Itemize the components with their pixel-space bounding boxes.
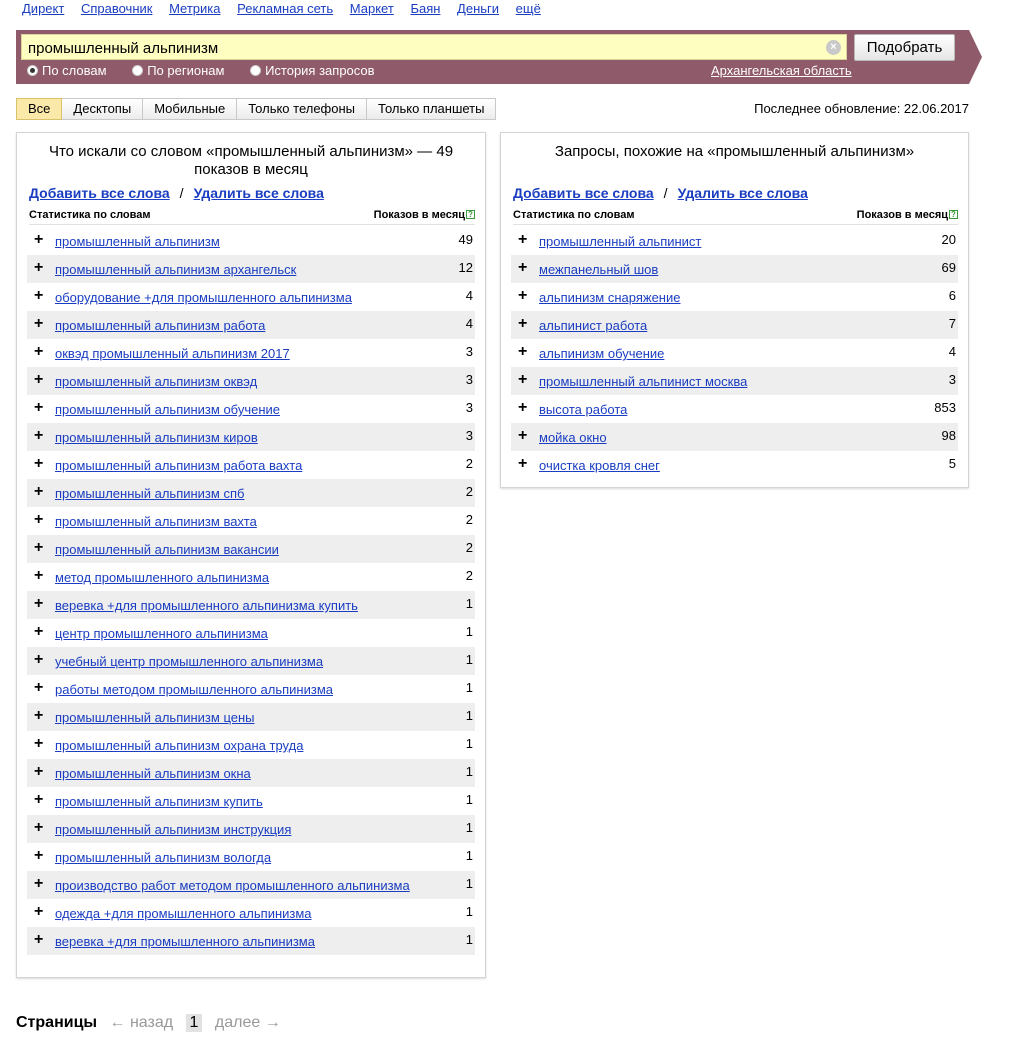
stat-header <box>513 209 958 225</box>
add-all-words-link[interactable]: Добавить все слова <box>29 185 170 201</box>
left-rows <box>27 227 475 955</box>
phrase-link[interactable]: высота работа <box>539 402 628 417</box>
phrase-link[interactable]: оквэд промышленный альпинизм 2017 <box>55 346 290 361</box>
panel-title: Запросы, похожие на «промышленный альпинизм» <box>554 143 915 160</box>
panel-actions <box>513 185 808 201</box>
add-phrase-icon[interactable]: + <box>518 343 528 360</box>
nav-link-handbook[interactable]: Справочник <box>80 1 153 16</box>
table-row <box>27 871 475 899</box>
pagination <box>16 1014 281 1038</box>
table-row <box>511 395 958 423</box>
submit-button[interactable]: Подобрать <box>854 34 955 61</box>
phrase-link[interactable]: очистка кровля снег <box>539 458 660 473</box>
shows-count: 3 <box>465 372 473 387</box>
phrase-link[interactable]: производство работ методом промышленного альпинизма <box>55 878 410 893</box>
add-phrase-icon[interactable]: + <box>518 287 528 304</box>
next-page: далее → <box>214 1014 281 1031</box>
phrase-link[interactable]: одежда +для промышленного альпинизма <box>55 906 312 921</box>
clear-icon[interactable]: × <box>826 40 841 55</box>
phrase-link[interactable]: промышленный альпинист москва <box>539 374 748 389</box>
radio-dot-icon <box>132 65 143 76</box>
pagination-label: Страницы <box>16 1014 98 1031</box>
add-phrase-icon[interactable]: + <box>34 819 44 836</box>
nav-link-ad-network[interactable]: Рекламная сеть <box>237 1 334 16</box>
tab-desktops[interactable]: Десктопы <box>62 98 143 120</box>
phrase-link[interactable]: промышленный альпинизм работа <box>55 318 266 333</box>
phrase-link[interactable]: промышленный альпинист <box>539 234 702 249</box>
table-row <box>27 563 475 591</box>
phrase-link[interactable]: веревка +для промышленного альпинизма <box>55 934 315 949</box>
shows-count: 1 <box>465 792 473 807</box>
shows-count: 1 <box>465 596 473 611</box>
add-phrase-icon[interactable]: + <box>518 455 528 472</box>
table-row <box>27 591 475 619</box>
table-row <box>27 423 475 451</box>
shows-count: 1 <box>465 624 473 639</box>
table-row <box>27 703 475 731</box>
col-words-label: Статистика по словам <box>29 209 151 221</box>
phrase-link[interactable]: оборудование +для промышленного альпинизма <box>55 290 352 305</box>
table-row <box>27 843 475 871</box>
separator: / <box>179 185 184 201</box>
table-row <box>27 759 475 787</box>
help-icon[interactable]: ? <box>949 210 958 219</box>
shows-count: 2 <box>465 512 473 527</box>
shows-count: 20 <box>941 232 956 247</box>
add-phrase-icon[interactable]: + <box>34 931 44 948</box>
add-phrase-icon[interactable]: + <box>34 707 44 724</box>
add-phrase-icon[interactable]: + <box>34 595 44 612</box>
table-row <box>511 451 958 479</box>
add-phrase-icon[interactable]: + <box>34 763 44 780</box>
shows-count: 1 <box>465 736 473 751</box>
phrase-link[interactable]: промышленный альпинизм инструкция <box>55 822 292 837</box>
table-row <box>27 479 475 507</box>
shows-count: 2 <box>465 456 473 471</box>
table-row <box>27 927 475 955</box>
add-phrase-icon[interactable]: + <box>34 679 44 696</box>
shows-count: 1 <box>465 848 473 863</box>
add-phrase-icon[interactable]: + <box>34 371 44 388</box>
nav-link-metrika[interactable]: Метрика <box>169 1 221 16</box>
table-row <box>27 899 475 927</box>
add-phrase-icon[interactable]: + <box>34 651 44 668</box>
nav-link-direct[interactable]: Директ <box>22 1 65 16</box>
table-row <box>511 255 958 283</box>
shows-count: 1 <box>465 680 473 695</box>
panel-searched-with-word <box>16 132 486 978</box>
col-words-label: Статистика по словам <box>513 209 635 221</box>
table-row <box>511 367 958 395</box>
table-row <box>27 675 475 703</box>
phrase-link[interactable]: промышленный альпинизм вакансии <box>55 542 279 557</box>
shows-count: 2 <box>465 484 473 499</box>
shows-count: 3 <box>948 372 956 387</box>
phrase-link[interactable]: межпанельный шов <box>539 262 659 277</box>
phrase-link[interactable]: мойка окно <box>539 430 607 445</box>
phrase-link[interactable]: работы методом промышленного альпинизма <box>55 682 333 697</box>
phrase-link[interactable]: альпинизм снаряжение <box>539 290 681 305</box>
table-row <box>27 619 475 647</box>
add-phrase-icon[interactable]: + <box>518 231 528 248</box>
phrase-link[interactable]: промышленный альпинизм охрана труда <box>55 738 304 753</box>
right-rows <box>511 227 958 479</box>
add-phrase-icon[interactable]: + <box>34 427 44 444</box>
radio-label: История запросов <box>265 63 375 78</box>
phrase-link[interactable]: промышленный альпинизм <box>55 234 220 249</box>
add-phrase-icon[interactable]: + <box>34 287 44 304</box>
shows-count: 3 <box>465 400 473 415</box>
device-tabs <box>16 98 496 120</box>
phrase-link[interactable]: учебный центр промышленного альпинизма <box>55 654 324 669</box>
radio-query-history[interactable] <box>250 63 375 78</box>
add-phrase-icon[interactable]: + <box>34 343 44 360</box>
add-phrase-icon[interactable]: + <box>518 315 528 332</box>
top-nav <box>22 1 554 19</box>
phrase-link[interactable]: промышленный альпинизм работа вахта <box>55 458 303 473</box>
phrase-link[interactable]: промышленный альпинизм киров <box>55 430 258 445</box>
shows-count: 49 <box>458 232 473 247</box>
table-row <box>27 311 475 339</box>
shows-count: 7 <box>948 316 956 331</box>
phrase-link[interactable]: центр промышленного альпинизма <box>55 626 268 641</box>
add-phrase-icon[interactable]: + <box>34 847 44 864</box>
table-row <box>27 283 475 311</box>
shows-count: 98 <box>941 428 956 443</box>
panel-title: Что искали со словом «промышленный альпинизм» — 49 показов в месяц <box>48 143 454 178</box>
add-phrase-icon[interactable]: + <box>518 259 528 276</box>
phrase-link[interactable]: метод промышленного альпинизма <box>55 570 270 585</box>
col-shows-label: Показов в месяц <box>373 209 465 221</box>
prev-page: ← назад <box>109 1014 174 1031</box>
table-row <box>27 507 475 535</box>
add-phrase-icon[interactable]: + <box>34 231 44 248</box>
table-row <box>511 311 958 339</box>
nav-link-more[interactable]: ещё <box>515 1 541 16</box>
add-phrase-icon[interactable]: + <box>518 371 528 388</box>
shows-count: 6 <box>948 288 956 303</box>
add-phrase-icon[interactable]: + <box>34 567 44 584</box>
add-phrase-icon[interactable]: + <box>34 399 44 416</box>
table-row <box>511 423 958 451</box>
tab-mobile[interactable]: Мобильные <box>143 98 237 120</box>
search-band-arrow <box>969 30 982 84</box>
phrase-link[interactable]: промышленный альпинизм цены <box>55 710 255 725</box>
add-phrase-icon[interactable]: + <box>518 427 528 444</box>
table-row <box>511 283 958 311</box>
shows-count: 1 <box>465 904 473 919</box>
table-row <box>27 731 475 759</box>
shows-count: 1 <box>465 708 473 723</box>
table-row <box>27 395 475 423</box>
col-shows-label: Показов в месяц <box>856 209 948 221</box>
add-phrase-icon[interactable]: + <box>34 539 44 556</box>
radio-by-words[interactable] <box>27 63 107 78</box>
table-row <box>511 227 958 255</box>
phrase-link[interactable]: промышленный альпинизм вахта <box>55 514 257 529</box>
phrase-link[interactable]: промышленный альпинизм спб <box>55 486 245 501</box>
shows-count: 4 <box>465 288 473 303</box>
phrase-link[interactable]: альпинизм обучение <box>539 346 665 361</box>
phrase-link[interactable]: промышленный альпинизм окна <box>55 766 251 781</box>
tab-all[interactable]: Все <box>16 98 62 120</box>
shows-count: 3 <box>465 428 473 443</box>
radio-dot-icon <box>27 65 38 76</box>
separator: / <box>663 185 668 201</box>
radio-label: По словам <box>42 63 107 78</box>
table-row <box>27 535 475 563</box>
region-link[interactable]: Архангельская область <box>711 63 852 78</box>
table-row <box>27 647 475 675</box>
phrase-link[interactable]: промышленный альпинизм вологда <box>55 850 272 865</box>
shows-count: 4 <box>948 344 956 359</box>
add-phrase-icon[interactable]: + <box>34 455 44 472</box>
shows-count: 4 <box>465 316 473 331</box>
current-page: 1 <box>186 1014 203 1032</box>
shows-count: 5 <box>948 456 956 471</box>
radio-dot-icon <box>250 65 261 76</box>
add-phrase-icon[interactable]: + <box>34 623 44 640</box>
table-row <box>27 815 475 843</box>
nav-link-money[interactable]: Деньги <box>457 1 500 16</box>
table-row <box>27 451 475 479</box>
table-row <box>27 255 475 283</box>
shows-count: 2 <box>465 568 473 583</box>
phrase-link[interactable]: промышленный альпинизм оквэд <box>55 374 258 389</box>
shows-count: 12 <box>458 260 473 275</box>
add-phrase-icon[interactable]: + <box>518 399 528 416</box>
phrase-link[interactable]: промышленный альпинизм купить <box>55 794 263 809</box>
table-row <box>27 339 475 367</box>
add-phrase-icon[interactable]: + <box>34 511 44 528</box>
phrase-link[interactable]: промышленный альпинизм обучение <box>55 402 281 417</box>
add-phrase-icon[interactable]: + <box>34 483 44 500</box>
add-phrase-icon[interactable]: + <box>34 315 44 332</box>
phrase-link[interactable]: веревка +для промышленного альпинизма купить <box>55 598 358 613</box>
shows-count: 3 <box>465 344 473 359</box>
shows-count: 853 <box>934 400 956 415</box>
last-updated: Последнее обновление: 22.06.2017 <box>754 101 969 116</box>
table-row <box>27 367 475 395</box>
phrase-link[interactable]: альпинист работа <box>539 318 648 333</box>
remove-all-words-link[interactable]: Удалить все слова <box>193 185 324 201</box>
add-phrase-icon[interactable]: + <box>34 875 44 892</box>
shows-count: 2 <box>465 540 473 555</box>
col-shows <box>374 209 475 221</box>
shows-count: 1 <box>465 820 473 835</box>
nav-link-bayan[interactable]: Баян <box>410 1 441 16</box>
table-row <box>27 227 475 255</box>
shows-count: 69 <box>941 260 956 275</box>
tab-phones-only[interactable]: Только телефоны <box>237 98 367 120</box>
search-input[interactable] <box>28 38 818 58</box>
radio-label: По регионам <box>147 63 225 78</box>
shows-count: 1 <box>465 932 473 947</box>
search-mode-group <box>27 63 397 80</box>
col-shows <box>857 209 958 221</box>
radio-by-regions[interactable] <box>132 63 224 78</box>
add-phrase-icon[interactable]: + <box>34 735 44 752</box>
help-icon[interactable]: ? <box>466 210 475 219</box>
search-box <box>21 34 847 60</box>
nav-link-market[interactable]: Маркет <box>349 1 394 16</box>
add-phrase-icon[interactable]: + <box>34 791 44 808</box>
table-row <box>511 339 958 367</box>
shows-count: 1 <box>465 876 473 891</box>
add-all-words-link[interactable]: Добавить все слова <box>513 185 654 201</box>
table-row <box>27 787 475 815</box>
shows-count: 1 <box>465 764 473 779</box>
add-phrase-icon[interactable]: + <box>34 903 44 920</box>
phrase-link[interactable]: промышленный альпинизм архангельск <box>55 262 297 277</box>
tab-tablets-only[interactable]: Только планшеты <box>367 98 496 120</box>
stat-header <box>29 209 475 225</box>
panel-actions <box>29 185 324 201</box>
shows-count: 1 <box>465 652 473 667</box>
panel-similar-queries <box>500 132 969 488</box>
add-phrase-icon[interactable]: + <box>34 259 44 276</box>
remove-all-words-link[interactable]: Удалить все слова <box>677 185 808 201</box>
